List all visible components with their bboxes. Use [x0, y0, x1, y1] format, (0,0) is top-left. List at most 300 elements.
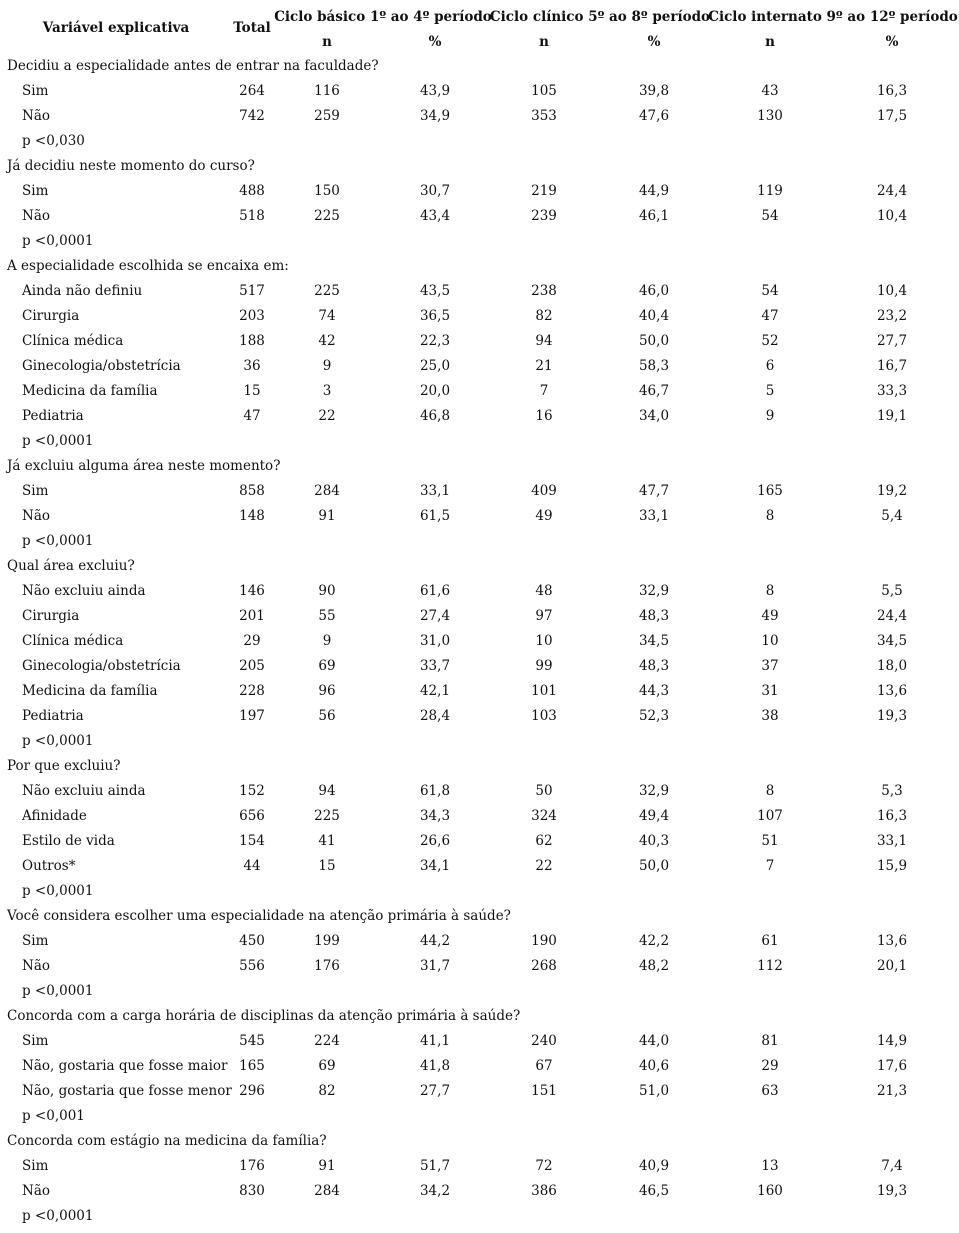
- question-row: [0, 1004, 959, 1029]
- table-row: [0, 1179, 959, 1204]
- cell-basic-pct: 46,8: [419, 408, 451, 424]
- header-n-clinical: n: [539, 34, 549, 50]
- cell-internship-n: 8: [765, 783, 775, 799]
- cell-clinical-n: 240: [531, 1033, 557, 1049]
- cell-clinical-n: 190: [531, 933, 557, 949]
- table-row: [0, 654, 959, 679]
- cell-clinical-pct: 40,6: [638, 1058, 670, 1074]
- cell-internship-n: 31: [761, 683, 779, 699]
- question-text: A especialidade escolhida se encaixa em:: [7, 258, 289, 274]
- row-label: Pediatria: [22, 708, 84, 724]
- p-value-row: [0, 529, 959, 554]
- cell-basic-n: 150: [314, 183, 340, 199]
- cell-internship-pct: 34,5: [876, 633, 908, 649]
- cell-internship-pct: 18,0: [876, 658, 908, 674]
- cell-internship-n: 13: [761, 1158, 779, 1174]
- cell-clinical-pct: 40,4: [638, 308, 670, 324]
- cell-internship-n: 112: [757, 958, 783, 974]
- cell-basic-pct: 33,7: [419, 658, 451, 674]
- cell-clinical-n: 99: [535, 658, 553, 674]
- header-group-basic: Ciclo básico 1º ao 4º período: [274, 9, 492, 25]
- question-text: Qual área excluiu?: [7, 558, 135, 574]
- cell-internship-n: 107: [757, 808, 783, 824]
- cell-internship-pct: 16,3: [876, 808, 908, 824]
- table-header: [0, 0, 959, 56]
- cell-clinical-n: 94: [535, 333, 553, 349]
- cell-internship-pct: 14,9: [876, 1033, 908, 1049]
- row-label: Medicina da família: [22, 383, 158, 399]
- cell-basic-n: 225: [314, 808, 340, 824]
- cell-internship-n: 54: [761, 208, 779, 224]
- cell-clinical-n: 72: [535, 1158, 553, 1174]
- cell-clinical-pct: 42,2: [638, 933, 670, 949]
- question-text: Decidiu a especialidade antes de entrar na faculdade?: [7, 58, 379, 74]
- cell-internship-pct: 16,3: [876, 83, 908, 99]
- cell-total: 197: [239, 708, 265, 724]
- p-value-row: [0, 1104, 959, 1129]
- p-value: p <0,0001: [22, 883, 94, 899]
- cell-basic-n: 3: [322, 383, 332, 399]
- cell-basic-n: 225: [314, 208, 340, 224]
- cell-total: 44: [243, 858, 261, 874]
- row-label: Sim: [22, 1158, 49, 1174]
- cell-total: 517: [239, 283, 265, 299]
- p-value: p <0,0001: [22, 533, 94, 549]
- p-value-row: [0, 1204, 959, 1229]
- cell-internship-n: 38: [761, 708, 779, 724]
- cell-total: 176: [239, 1158, 265, 1174]
- cell-internship-pct: 19,3: [876, 708, 908, 724]
- cell-total: 742: [239, 108, 265, 124]
- cell-basic-pct: 34,3: [419, 808, 451, 824]
- table-row: [0, 504, 959, 529]
- cell-clinical-pct: 47,6: [638, 108, 670, 124]
- cell-basic-pct: 36,5: [419, 308, 451, 324]
- row-label: Sim: [22, 83, 49, 99]
- header-pct-internship: %: [885, 34, 899, 50]
- cell-internship-n: 8: [765, 583, 775, 599]
- cell-basic-n: 91: [318, 508, 336, 524]
- cell-clinical-n: 22: [535, 858, 553, 874]
- table-row: [0, 779, 959, 804]
- cell-internship-n: 51: [761, 833, 779, 849]
- question-text: Já excluiu alguma área neste momento?: [7, 458, 281, 474]
- cell-internship-pct: 33,1: [876, 833, 908, 849]
- cell-clinical-pct: 48,3: [638, 608, 670, 624]
- cell-basic-n: 224: [314, 1033, 340, 1049]
- cell-basic-pct: 33,1: [419, 483, 451, 499]
- cell-internship-n: 47: [761, 308, 779, 324]
- header-n-internship: n: [765, 34, 775, 50]
- cell-clinical-n: 219: [531, 183, 557, 199]
- cell-clinical-n: 16: [535, 408, 553, 424]
- cell-clinical-n: 239: [531, 208, 557, 224]
- question-row: [0, 254, 959, 279]
- cell-basic-n: 82: [318, 1083, 336, 1099]
- row-label: Ginecologia/obstetrícia: [22, 658, 181, 674]
- cell-basic-pct: 27,7: [419, 1083, 451, 1099]
- cell-internship-n: 37: [761, 658, 779, 674]
- cell-internship-n: 160: [757, 1183, 783, 1199]
- cell-internship-n: 8: [765, 508, 775, 524]
- p-value: p <0,0001: [22, 433, 94, 449]
- table-row: [0, 679, 959, 704]
- cell-clinical-pct: 46,1: [638, 208, 670, 224]
- cell-internship-n: 119: [757, 183, 783, 199]
- table-row: [0, 79, 959, 104]
- p-value: p <0,0001: [22, 1208, 94, 1224]
- header-n-basic: n: [322, 34, 332, 50]
- cell-basic-pct: 26,6: [419, 833, 451, 849]
- p-value: p <0,001: [22, 1108, 85, 1124]
- cell-basic-pct: 61,6: [419, 583, 451, 599]
- p-value: p <0,030: [22, 133, 85, 149]
- p-value: p <0,0001: [22, 233, 94, 249]
- cell-clinical-n: 21: [535, 358, 553, 374]
- cell-internship-pct: 5,3: [881, 783, 903, 799]
- cell-clinical-n: 268: [531, 958, 557, 974]
- cell-clinical-pct: 48,2: [638, 958, 670, 974]
- cell-total: 148: [239, 508, 265, 524]
- cell-clinical-pct: 48,3: [638, 658, 670, 674]
- question-row: [0, 754, 959, 779]
- cell-internship-pct: 13,6: [876, 933, 908, 949]
- row-label: Não excluiu ainda: [22, 583, 146, 599]
- p-value-row: [0, 129, 959, 154]
- cell-basic-pct: 28,4: [419, 708, 451, 724]
- cell-basic-pct: 43,9: [419, 83, 451, 99]
- cell-clinical-n: 324: [531, 808, 557, 824]
- row-label: Afinidade: [22, 808, 87, 824]
- cell-total: 165: [239, 1058, 265, 1074]
- row-label: Estilo de vida: [22, 833, 115, 849]
- row-label: Cirurgia: [22, 308, 80, 324]
- cell-clinical-pct: 47,7: [638, 483, 670, 499]
- cell-clinical-pct: 50,0: [638, 858, 670, 874]
- cell-basic-pct: 51,7: [419, 1158, 451, 1174]
- p-value: p <0,0001: [22, 983, 94, 999]
- cell-clinical-n: 97: [535, 608, 553, 624]
- cell-internship-n: 43: [761, 83, 779, 99]
- row-label: Não: [22, 958, 50, 974]
- row-label: Não: [22, 208, 50, 224]
- cell-internship-n: 54: [761, 283, 779, 299]
- cell-clinical-pct: 46,7: [638, 383, 670, 399]
- cell-clinical-pct: 58,3: [638, 358, 670, 374]
- cell-internship-pct: 10,4: [876, 283, 908, 299]
- cell-clinical-pct: 32,9: [638, 783, 670, 799]
- cell-basic-n: 69: [318, 1058, 336, 1074]
- p-value-row: [0, 729, 959, 754]
- cell-total: 152: [239, 783, 265, 799]
- cell-basic-n: 259: [314, 108, 340, 124]
- row-label: Outros*: [22, 858, 76, 874]
- cell-internship-n: 9: [765, 408, 775, 424]
- cell-internship-n: 165: [757, 483, 783, 499]
- cell-basic-pct: 41,1: [419, 1033, 451, 1049]
- cell-clinical-pct: 44,3: [638, 683, 670, 699]
- row-label: Não excluiu ainda: [22, 783, 146, 799]
- row-label: Não: [22, 108, 50, 124]
- question-row: [0, 554, 959, 579]
- cell-total: 47: [243, 408, 261, 424]
- cell-basic-n: 55: [318, 608, 336, 624]
- p-value-row: [0, 879, 959, 904]
- cell-basic-pct: 44,2: [419, 933, 451, 949]
- cell-internship-pct: 16,7: [876, 358, 908, 374]
- row-label: Clínica médica: [22, 633, 124, 649]
- cell-clinical-n: 105: [531, 83, 557, 99]
- cell-basic-n: 56: [318, 708, 336, 724]
- cell-total: 188: [239, 333, 265, 349]
- cell-total: 264: [239, 83, 265, 99]
- cell-internship-pct: 21,3: [876, 1083, 908, 1099]
- cell-clinical-pct: 49,4: [638, 808, 670, 824]
- cell-total: 656: [239, 808, 265, 824]
- cell-internship-pct: 5,5: [881, 583, 903, 599]
- header-pct-clinical: %: [647, 34, 661, 50]
- cell-total: 518: [239, 208, 265, 224]
- header-variable: Variável explicativa: [42, 20, 190, 36]
- question-text: Concorda com estágio na medicina da família?: [7, 1133, 327, 1149]
- cell-basic-pct: 34,2: [419, 1183, 451, 1199]
- cell-basic-n: 199: [314, 933, 340, 949]
- cell-clinical-n: 353: [531, 108, 557, 124]
- cell-clinical-pct: 40,3: [638, 833, 670, 849]
- cell-internship-n: 7: [765, 858, 775, 874]
- table-row: [0, 404, 959, 429]
- cell-basic-n: 284: [314, 1183, 340, 1199]
- cell-clinical-n: 101: [531, 683, 557, 699]
- row-label: Sim: [22, 1033, 49, 1049]
- question-row: [0, 1129, 959, 1154]
- cell-total: 556: [239, 958, 265, 974]
- cell-basic-n: 225: [314, 283, 340, 299]
- cell-clinical-n: 151: [531, 1083, 557, 1099]
- cell-internship-n: 49: [761, 608, 779, 624]
- table-row: [0, 1054, 959, 1079]
- cell-clinical-pct: 32,9: [638, 583, 670, 599]
- cell-basic-n: 176: [314, 958, 340, 974]
- cell-internship-n: 63: [761, 1083, 779, 1099]
- cell-clinical-pct: 40,9: [638, 1158, 670, 1174]
- table-row: [0, 379, 959, 404]
- cell-internship-pct: 19,2: [876, 483, 908, 499]
- cell-clinical-pct: 34,5: [638, 633, 670, 649]
- header-pct-basic: %: [428, 34, 442, 50]
- cell-basic-pct: 27,4: [419, 608, 451, 624]
- cell-internship-pct: 19,3: [876, 1183, 908, 1199]
- cell-internship-pct: 24,4: [876, 183, 908, 199]
- cell-clinical-n: 409: [531, 483, 557, 499]
- cell-basic-n: 94: [318, 783, 336, 799]
- cell-clinical-pct: 46,5: [638, 1183, 670, 1199]
- cell-internship-pct: 17,6: [876, 1058, 908, 1074]
- cell-clinical-n: 49: [535, 508, 553, 524]
- cell-basic-pct: 61,5: [419, 508, 451, 524]
- cell-clinical-pct: 51,0: [638, 1083, 670, 1099]
- cell-basic-pct: 61,8: [419, 783, 451, 799]
- p-value: p <0,0001: [22, 733, 94, 749]
- cell-internship-n: 61: [761, 933, 779, 949]
- cell-internship-pct: 20,1: [876, 958, 908, 974]
- cell-total: 146: [239, 583, 265, 599]
- cell-internship-pct: 10,4: [876, 208, 908, 224]
- cell-internship-pct: 33,3: [876, 383, 908, 399]
- table-row: [0, 104, 959, 129]
- cell-internship-pct: 19,1: [876, 408, 908, 424]
- cell-basic-pct: 30,7: [419, 183, 451, 199]
- cell-clinical-pct: 52,3: [638, 708, 670, 724]
- table-row: [0, 304, 959, 329]
- table-row: [0, 629, 959, 654]
- cell-basic-n: 15: [318, 858, 336, 874]
- cell-clinical-pct: 46,0: [638, 283, 670, 299]
- row-label: Pediatria: [22, 408, 84, 424]
- row-label: Ginecologia/obstetrícia: [22, 358, 181, 374]
- cell-clinical-pct: 44,9: [638, 183, 670, 199]
- question-text: Já decidiu neste momento do curso?: [7, 158, 255, 174]
- cell-internship-pct: 23,2: [876, 308, 908, 324]
- table-row: [0, 604, 959, 629]
- cell-clinical-n: 48: [535, 583, 553, 599]
- cell-total: 296: [239, 1083, 265, 1099]
- cell-total: 203: [239, 308, 265, 324]
- table-row: [0, 829, 959, 854]
- p-value-row: [0, 429, 959, 454]
- cell-basic-n: 9: [322, 358, 332, 374]
- cell-basic-pct: 34,9: [419, 108, 451, 124]
- cell-basic-pct: 43,4: [419, 208, 451, 224]
- cell-internship-n: 81: [761, 1033, 779, 1049]
- cell-clinical-n: 50: [535, 783, 553, 799]
- table-row: [0, 804, 959, 829]
- question-row: [0, 904, 959, 929]
- table-row: [0, 854, 959, 879]
- row-label: Não, gostaria que fosse maior: [22, 1058, 228, 1074]
- question-text: Você considera escolher uma especialidade na atenção primária à saúde?: [7, 908, 511, 924]
- cell-basic-pct: 31,0: [419, 633, 451, 649]
- cell-internship-pct: 13,6: [876, 683, 908, 699]
- cell-internship-n: 5: [765, 383, 775, 399]
- row-label: Sim: [22, 483, 49, 499]
- row-label: Medicina da família: [22, 683, 158, 699]
- cell-internship-n: 10: [761, 633, 779, 649]
- row-label: Não: [22, 508, 50, 524]
- cell-clinical-n: 67: [535, 1058, 553, 1074]
- table-body: [0, 54, 959, 1229]
- table-row: [0, 954, 959, 979]
- cell-internship-pct: 7,4: [881, 1158, 903, 1174]
- row-label: Não: [22, 1183, 50, 1199]
- table-row: [0, 479, 959, 504]
- cell-internship-pct: 27,7: [876, 333, 908, 349]
- question-text: Concorda com a carga horária de disciplinas da atenção primária à saúde?: [7, 1008, 521, 1024]
- cell-basic-n: 96: [318, 683, 336, 699]
- table-row: [0, 204, 959, 229]
- header-total: Total: [233, 20, 271, 36]
- cell-basic-pct: 43,5: [419, 283, 451, 299]
- cell-clinical-pct: 39,8: [638, 83, 670, 99]
- cell-total: 29: [243, 633, 261, 649]
- cell-internship-pct: 17,5: [876, 108, 908, 124]
- p-value-row: [0, 979, 959, 1004]
- cell-clinical-n: 386: [531, 1183, 557, 1199]
- cell-basic-pct: 41,8: [419, 1058, 451, 1074]
- cell-clinical-pct: 50,0: [638, 333, 670, 349]
- table-row: [0, 1154, 959, 1179]
- table-row: [0, 329, 959, 354]
- row-label: Ainda não definiu: [22, 283, 143, 299]
- cell-basic-n: 74: [318, 308, 336, 324]
- cell-clinical-n: 7: [539, 383, 549, 399]
- cell-basic-pct: 20,0: [419, 383, 451, 399]
- cell-basic-pct: 42,1: [419, 683, 451, 699]
- table-row: [0, 279, 959, 304]
- cell-clinical-n: 82: [535, 308, 553, 324]
- cell-basic-n: 91: [318, 1158, 336, 1174]
- cell-total: 858: [239, 483, 265, 499]
- header-group-clinical: Ciclo clínico 5º ao 8º período: [489, 9, 711, 25]
- row-label: Não, gostaria que fosse menor: [22, 1083, 232, 1099]
- cell-clinical-n: 238: [531, 283, 557, 299]
- cell-basic-n: 22: [318, 408, 336, 424]
- row-label: Cirurgia: [22, 608, 80, 624]
- cell-total: 830: [239, 1183, 265, 1199]
- row-label: Sim: [22, 933, 49, 949]
- table-row: [0, 704, 959, 729]
- cell-basic-pct: 22,3: [419, 333, 451, 349]
- cell-total: 545: [239, 1033, 265, 1049]
- row-label: Sim: [22, 183, 49, 199]
- cell-clinical-n: 10: [535, 633, 553, 649]
- cell-clinical-n: 103: [531, 708, 557, 724]
- cell-total: 450: [239, 933, 265, 949]
- row-label: Clínica médica: [22, 333, 124, 349]
- table-row: [0, 929, 959, 954]
- cell-internship-pct: 24,4: [876, 608, 908, 624]
- cell-total: 154: [239, 833, 265, 849]
- table-row: [0, 1079, 959, 1104]
- cell-clinical-n: 62: [535, 833, 553, 849]
- cell-total: 205: [239, 658, 265, 674]
- cell-internship-n: 29: [761, 1058, 779, 1074]
- question-text: Por que excluiu?: [7, 758, 121, 774]
- cell-basic-n: 9: [322, 633, 332, 649]
- cell-total: 228: [239, 683, 265, 699]
- table-row: [0, 1029, 959, 1054]
- cell-internship-pct: 15,9: [876, 858, 908, 874]
- cell-total: 201: [239, 608, 265, 624]
- cell-basic-pct: 34,1: [419, 858, 451, 874]
- cell-total: 15: [243, 383, 261, 399]
- cell-internship-n: 130: [757, 108, 783, 124]
- cell-internship-n: 52: [761, 333, 779, 349]
- cell-basic-pct: 25,0: [419, 358, 451, 374]
- cell-internship-n: 6: [765, 358, 775, 374]
- p-value-row: [0, 229, 959, 254]
- cell-basic-pct: 31,7: [419, 958, 451, 974]
- cell-basic-n: 90: [318, 583, 336, 599]
- cell-clinical-pct: 44,0: [638, 1033, 670, 1049]
- cell-basic-n: 42: [318, 333, 336, 349]
- cell-clinical-pct: 34,0: [638, 408, 670, 424]
- cell-basic-n: 41: [318, 833, 336, 849]
- cell-total: 36: [243, 358, 261, 374]
- cell-basic-n: 116: [314, 83, 340, 99]
- question-row: [0, 154, 959, 179]
- table-row: [0, 579, 959, 604]
